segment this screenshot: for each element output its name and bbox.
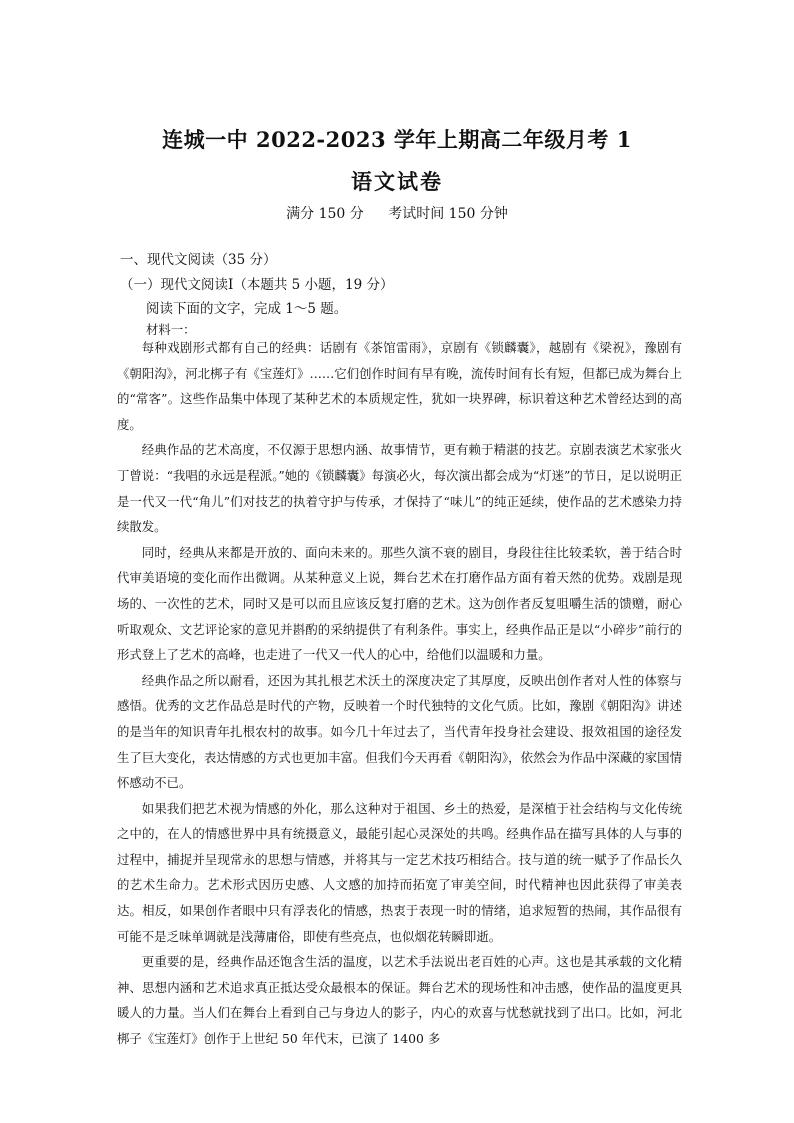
reading-instruction: 阅读下面的文字，完成 1～5 题。 bbox=[146, 301, 348, 317]
passage-paragraph: 更重要的是，经典作品还饱含生活的温度，以艺术手法说出老百姓的心声。这也是其承载的文化精神、思想内涵和艺术追求真正抵达受众最根本的保证。舞台艺术的现场性和冲击感，使作品的温度更具暖人的力量。当人们在舞台上看到自己与身边人的影子，内心的欢喜与忧愁就找到了出口。比如，河北梆子《宝莲灯》创作于上世纪 50 年代末，已演了 1400 多 bbox=[117, 954, 682, 1047]
passage-paragraph: 经典作品的艺术高度，不仅源于思想内涵、故事情节，更有赖于精湛的技艺。京剧表演艺术家张火丁曾说：“我唱的永远是程派。”她的《锁麟囊》每演必火，每次演出都会成为“灯迷”的节日，足以说明正是一代又一代“角儿”们对技艺的执着守护与传承，才保持了“味儿”的纯正延续，使作品的艺术感染力持续散发。 bbox=[117, 442, 682, 535]
passage-paragraph: 同时，经典从来都是开放的、面向未来的。那些久演不衰的剧目，身段往往比较柔软，善于结合时代审美语境的变化而作出微调。从某种意义上说，舞台艺术在打磨作品方面有着天然的优势。戏剧是现场的、一次性的艺术，同时又是可以而且应该反复打磨的艺术。这为创作者反复咀嚼生活的馈赠，耐心听取观众、文艺评论家的意见并斟酌的采纳提供了有利条件。事实上，经典作品正是以“小碎步”前行的形式登上了艺术的高峰，也走进了一代又一代人的心中，给他们以温暖和力量。 bbox=[117, 544, 682, 663]
passage-paragraph: 如果我们把艺术视为情感的外化，那么这种对于祖国、乡土的热爱，是深植于社会结构与文化传统之中的，在人的情感世界中具有统摄意义，最能引起心灵深处的共鸣。经典作品在描写具体的人与事的过程中，捕捉并呈现常永的思想与情感，并将其与一定艺术技巧相结合。技与道的统一赋予了作品长久的艺术生命力。艺术形式因历史感、人文感的加持而拓宽了审美空间，时代精神也因此获得了审美表达。相反，如果创作者眼中只有浮表化的情感，热衷于表现一时的情绪，追求短暂的热闹，其作品很有可能不是乏味单调就是浅薄庸俗，即使有些亮点，也似烟花转瞬即逝。 bbox=[117, 800, 682, 944]
exam-meta bbox=[0, 203, 794, 223]
reading-passage bbox=[117, 335, 682, 1052]
exam-title: 连城一中 2022-2023 学年上期高二年级月考 1 bbox=[162, 127, 632, 152]
exam-time: 考试时间 150 分钟 bbox=[388, 206, 508, 222]
section-heading: 一、现代文阅读（35 分） bbox=[120, 252, 277, 268]
full-score: 满分 150 分 bbox=[286, 206, 364, 222]
passage-paragraph: 每种戏剧形式都有自己的经典：话剧有《茶馆雷雨》，京剧有《锁麟囊》，越剧有《梁祝》，豫剧有《朝阳沟》，河北梆子有《宝莲灯》……它们创作时间有早有晚，流传时间有长有短，但都已成为舞台上的“常客”。这些作品集中体现了某种艺术的本质规定性，犹如一块界碑，标识着这种艺术曾经达到的高度。 bbox=[117, 340, 682, 432]
passage-paragraph: 经典作品之所以耐看，还因为其扎根艺术沃土的深度决定了其厚度，反映出创作者对人性的体察与感悟。优秀的文艺作品总是时代的产物，反映着一个时代独特的文化气质。比如，豫剧《朝阳沟》讲述的是当年的知识青年扎根农村的故事。如今几十年过去了，当代青年投身社会建设、报效祖国的途径发生了巨大变化，表达情感的方式也更加丰富。但我们今天再看《朝阳沟》，依然会为作品中深藏的家国情怀感动不已。 bbox=[117, 672, 682, 791]
exam-subtitle: 语文试卷 bbox=[351, 169, 443, 194]
sub-section-heading: （一）现代文阅读Ⅰ（本题共 5 小题，19 分） bbox=[120, 277, 394, 293]
material-label: 材料一： bbox=[146, 322, 196, 337]
